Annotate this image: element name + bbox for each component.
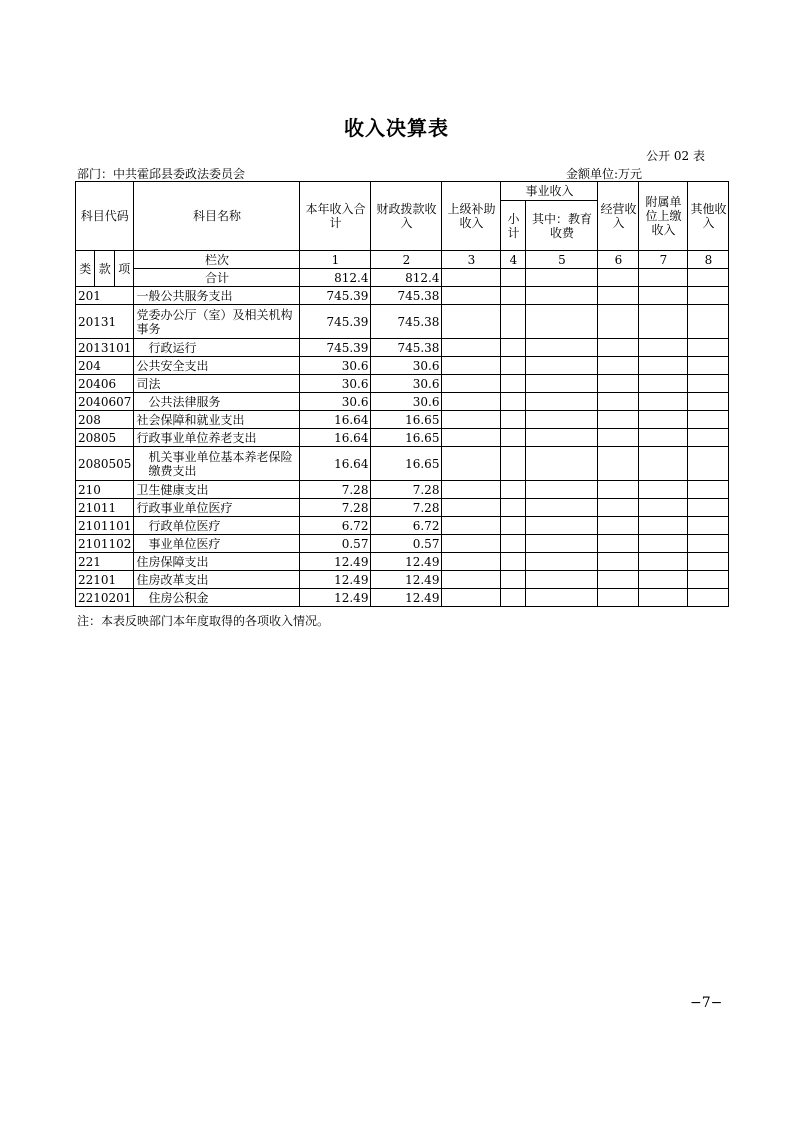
empty-cell xyxy=(526,447,598,481)
empty-cell xyxy=(501,357,526,375)
col-number: 1 xyxy=(300,251,371,269)
empty-cell xyxy=(442,339,501,357)
empty-cell xyxy=(688,429,729,447)
empty-cell xyxy=(501,571,526,589)
subject-code-cell: 2013101 xyxy=(76,339,134,357)
total-income-cell: 16.64 xyxy=(300,447,371,481)
subject-name-cell: 司法 xyxy=(134,375,300,393)
empty-cell xyxy=(442,571,501,589)
empty-cell xyxy=(688,393,729,411)
subject-code-cell: 201 xyxy=(76,287,134,305)
col-number: 6 xyxy=(598,251,639,269)
empty-cell xyxy=(501,375,526,393)
subject-code-cell: 2080505 xyxy=(76,447,134,481)
subject-code-cell: 22101 xyxy=(76,571,134,589)
fiscal-income-cell: 745.38 xyxy=(371,339,442,357)
empty-cell xyxy=(688,481,729,499)
subject-code-cell: 210 xyxy=(76,481,134,499)
fiscal-income-cell: 7.28 xyxy=(371,481,442,499)
empty-cell xyxy=(598,571,639,589)
empty-cell xyxy=(598,589,639,607)
table-row xyxy=(76,499,729,517)
empty-cell xyxy=(501,447,526,481)
empty-cell xyxy=(688,589,729,607)
total-income-cell: 745.39 xyxy=(300,287,371,305)
empty-cell xyxy=(526,499,598,517)
table-row xyxy=(76,429,729,447)
empty-cell xyxy=(442,499,501,517)
empty-cell xyxy=(501,535,526,553)
total-income-cell: 12.49 xyxy=(300,553,371,571)
page-title: 收入决算表 xyxy=(344,116,449,140)
header-lei: 类 xyxy=(76,251,95,287)
fiscal-income-cell: 745.38 xyxy=(371,287,442,305)
empty-cell xyxy=(442,589,501,607)
empty-cell xyxy=(526,429,598,447)
table-row xyxy=(76,287,729,305)
subject-code-cell: 204 xyxy=(76,357,134,375)
total-income-cell: 0.57 xyxy=(300,535,371,553)
subject-name-cell: 机关事业单位基本养老保险缴费支出 xyxy=(134,447,300,481)
table-row xyxy=(76,553,729,571)
empty-cell xyxy=(598,429,639,447)
empty-cell xyxy=(442,375,501,393)
total-income-cell: 12.49 xyxy=(300,589,371,607)
table-row xyxy=(76,571,729,589)
total-label: 合计 xyxy=(134,269,300,287)
empty-cell xyxy=(598,287,639,305)
subject-name-cell: 行政事业单位医疗 xyxy=(134,499,300,517)
subject-code-cell: 2210201 xyxy=(76,589,134,607)
empty-cell xyxy=(501,553,526,571)
empty-cell xyxy=(598,375,639,393)
table-row xyxy=(76,411,729,429)
empty-cell xyxy=(526,411,598,429)
empty-cell xyxy=(526,287,598,305)
empty-cell xyxy=(598,553,639,571)
header-public-service-income: 事业收入 xyxy=(501,182,598,201)
subject-name-cell: 行政运行 xyxy=(134,339,300,357)
empty-cell xyxy=(526,357,598,375)
empty-cell xyxy=(688,375,729,393)
empty-cell xyxy=(526,305,598,339)
total-income-cell: 30.6 xyxy=(300,375,371,393)
total-income-cell: 30.6 xyxy=(300,393,371,411)
empty-cell xyxy=(688,535,729,553)
subject-code-cell: 21011 xyxy=(76,499,134,517)
total-income-value: 812.4 xyxy=(300,269,371,287)
department-label: 部门：中共霍邱县委政法委员会 xyxy=(77,167,246,181)
header-subject-name: 科目名称 xyxy=(134,182,300,251)
header-kuan: 款 xyxy=(95,251,114,287)
table-row xyxy=(76,305,729,339)
empty-cell xyxy=(639,411,688,429)
total-fiscal-value: 812.4 xyxy=(371,269,442,287)
empty-cell xyxy=(526,571,598,589)
subject-name-cell: 住房保障支出 xyxy=(134,553,300,571)
fiscal-income-cell: 12.49 xyxy=(371,571,442,589)
empty-cell xyxy=(442,553,501,571)
empty-cell xyxy=(639,447,688,481)
empty-cell xyxy=(639,339,688,357)
fiscal-income-cell: 12.49 xyxy=(371,589,442,607)
table-row xyxy=(76,447,729,481)
header-subject-code: 科目代码 xyxy=(76,182,134,251)
subject-name-cell: 行政事业单位养老支出 xyxy=(134,429,300,447)
empty-cell xyxy=(526,339,598,357)
empty-cell xyxy=(639,571,688,589)
empty-cell xyxy=(598,393,639,411)
header-other-income: 其他收入 xyxy=(688,182,729,251)
empty-cell xyxy=(639,499,688,517)
subject-code-cell: 221 xyxy=(76,553,134,571)
subject-code-cell: 2101102 xyxy=(76,535,134,553)
header-business-income: 经营收入 xyxy=(598,182,639,251)
empty-cell xyxy=(639,429,688,447)
total-income-cell: 7.28 xyxy=(300,481,371,499)
fiscal-income-cell: 16.65 xyxy=(371,411,442,429)
empty-cell xyxy=(442,447,501,481)
empty-cell xyxy=(688,305,729,339)
subject-name-cell: 一般公共服务支出 xyxy=(134,287,300,305)
empty-cell xyxy=(639,589,688,607)
empty-cell xyxy=(501,393,526,411)
subject-name-cell: 行政单位医疗 xyxy=(134,517,300,535)
total-income-cell: 12.49 xyxy=(300,571,371,589)
fiscal-income-cell: 30.6 xyxy=(371,393,442,411)
empty-cell xyxy=(688,499,729,517)
subject-name-cell: 住房公积金 xyxy=(134,589,300,607)
table-row xyxy=(76,357,729,375)
empty-cell xyxy=(526,553,598,571)
empty-cell xyxy=(526,589,598,607)
header-fiscal-income: 财政拨款收入 xyxy=(371,182,442,251)
header-superior-subsidy: 上级补助收入 xyxy=(442,182,501,251)
empty-cell xyxy=(688,411,729,429)
fiscal-income-cell: 12.49 xyxy=(371,553,442,571)
subject-code-cell: 2040607 xyxy=(76,393,134,411)
fiscal-income-cell: 745.38 xyxy=(371,305,442,339)
empty-cell xyxy=(501,517,526,535)
empty-cell xyxy=(639,357,688,375)
fiscal-income-cell: 0.57 xyxy=(371,535,442,553)
subject-name-cell: 党委办公厅（室）及相关机构事务 xyxy=(134,305,300,339)
empty-cell xyxy=(501,429,526,447)
empty-cell xyxy=(639,517,688,535)
fiscal-income-cell: 16.65 xyxy=(371,429,442,447)
header-subtotal: 小计 xyxy=(501,201,526,251)
empty-cell xyxy=(442,481,501,499)
table-row xyxy=(76,481,729,499)
empty-cell xyxy=(442,287,501,305)
empty-cell xyxy=(598,447,639,481)
empty-cell xyxy=(442,357,501,375)
empty-cell xyxy=(598,305,639,339)
empty-cell xyxy=(688,517,729,535)
empty-cell xyxy=(501,287,526,305)
subject-code-cell: 20805 xyxy=(76,429,134,447)
amount-unit-label: 金额单位:万元 xyxy=(566,167,643,181)
total-income-cell: 6.72 xyxy=(300,517,371,535)
fiscal-income-cell: 16.65 xyxy=(371,447,442,481)
empty-cell xyxy=(639,287,688,305)
empty-cell xyxy=(598,481,639,499)
empty-cell xyxy=(688,339,729,357)
fiscal-income-cell: 30.6 xyxy=(371,357,442,375)
page-number: −7− xyxy=(690,995,723,1011)
col-number: 7 xyxy=(639,251,688,269)
empty-cell xyxy=(442,535,501,553)
empty-cell xyxy=(598,357,639,375)
empty-cell xyxy=(639,393,688,411)
empty-cell xyxy=(688,553,729,571)
form-code: 公开 02 表 xyxy=(646,149,705,163)
empty-cell xyxy=(442,429,501,447)
empty-cell xyxy=(526,535,598,553)
total-income-cell: 16.64 xyxy=(300,411,371,429)
fiscal-income-cell: 6.72 xyxy=(371,517,442,535)
empty-cell xyxy=(442,517,501,535)
col-number: 4 xyxy=(501,251,526,269)
subject-code-cell: 20406 xyxy=(76,375,134,393)
empty-cell xyxy=(501,481,526,499)
total-income-cell: 745.39 xyxy=(300,339,371,357)
empty-cell xyxy=(442,393,501,411)
header-affiliated-income: 附属单位上缴收入 xyxy=(639,182,688,251)
header-column-index: 栏次 xyxy=(134,251,300,269)
col-number: 8 xyxy=(688,251,729,269)
subject-code-cell: 2101101 xyxy=(76,517,134,535)
empty-cell xyxy=(442,305,501,339)
empty-cell xyxy=(442,411,501,429)
empty-cell xyxy=(501,339,526,357)
empty-cell xyxy=(688,287,729,305)
table-row xyxy=(76,393,729,411)
subject-name-cell: 住房改革支出 xyxy=(134,571,300,589)
empty-cell xyxy=(688,447,729,481)
empty-cell xyxy=(526,481,598,499)
income-final-accounts-table xyxy=(75,181,729,607)
empty-cell xyxy=(598,411,639,429)
empty-cell xyxy=(501,305,526,339)
empty-cell xyxy=(598,517,639,535)
empty-cell xyxy=(639,535,688,553)
empty-cell xyxy=(526,375,598,393)
empty-cell xyxy=(639,375,688,393)
total-income-cell: 745.39 xyxy=(300,305,371,339)
col-number: 2 xyxy=(371,251,442,269)
table-row xyxy=(76,339,729,357)
total-income-cell: 7.28 xyxy=(300,499,371,517)
empty-cell xyxy=(526,517,598,535)
subject-code-cell: 208 xyxy=(76,411,134,429)
header-xiang: 项 xyxy=(114,251,133,287)
total-income-cell: 30.6 xyxy=(300,357,371,375)
empty-cell xyxy=(688,357,729,375)
empty-cell xyxy=(598,339,639,357)
col-number: 3 xyxy=(442,251,501,269)
subject-name-cell: 事业单位医疗 xyxy=(134,535,300,553)
empty-cell xyxy=(598,499,639,517)
table-row xyxy=(76,535,729,553)
fiscal-income-cell: 30.6 xyxy=(371,375,442,393)
subject-code-cell: 20131 xyxy=(76,305,134,339)
fiscal-income-cell: 7.28 xyxy=(371,499,442,517)
subject-name-cell: 卫生健康支出 xyxy=(134,481,300,499)
subject-name-cell: 公共安全支出 xyxy=(134,357,300,375)
empty-cell xyxy=(639,553,688,571)
empty-cell xyxy=(501,589,526,607)
total-income-cell: 16.64 xyxy=(300,429,371,447)
header-total-income: 本年收入合计 xyxy=(300,182,371,251)
empty-cell xyxy=(598,535,639,553)
table-row xyxy=(76,517,729,535)
empty-cell xyxy=(526,393,598,411)
table-row xyxy=(76,375,729,393)
col-number: 5 xyxy=(526,251,598,269)
empty-cell xyxy=(501,411,526,429)
empty-cell xyxy=(501,499,526,517)
subject-name-cell: 公共法律服务 xyxy=(134,393,300,411)
empty-cell xyxy=(688,571,729,589)
table-note: 注：本表反映部门本年度取得的各项收入情况。 xyxy=(77,614,330,628)
header-education-fee: 其中：教育收费 xyxy=(526,201,598,251)
table-row xyxy=(76,589,729,607)
subject-name-cell: 社会保障和就业支出 xyxy=(134,411,300,429)
empty-cell xyxy=(639,305,688,339)
empty-cell xyxy=(639,481,688,499)
